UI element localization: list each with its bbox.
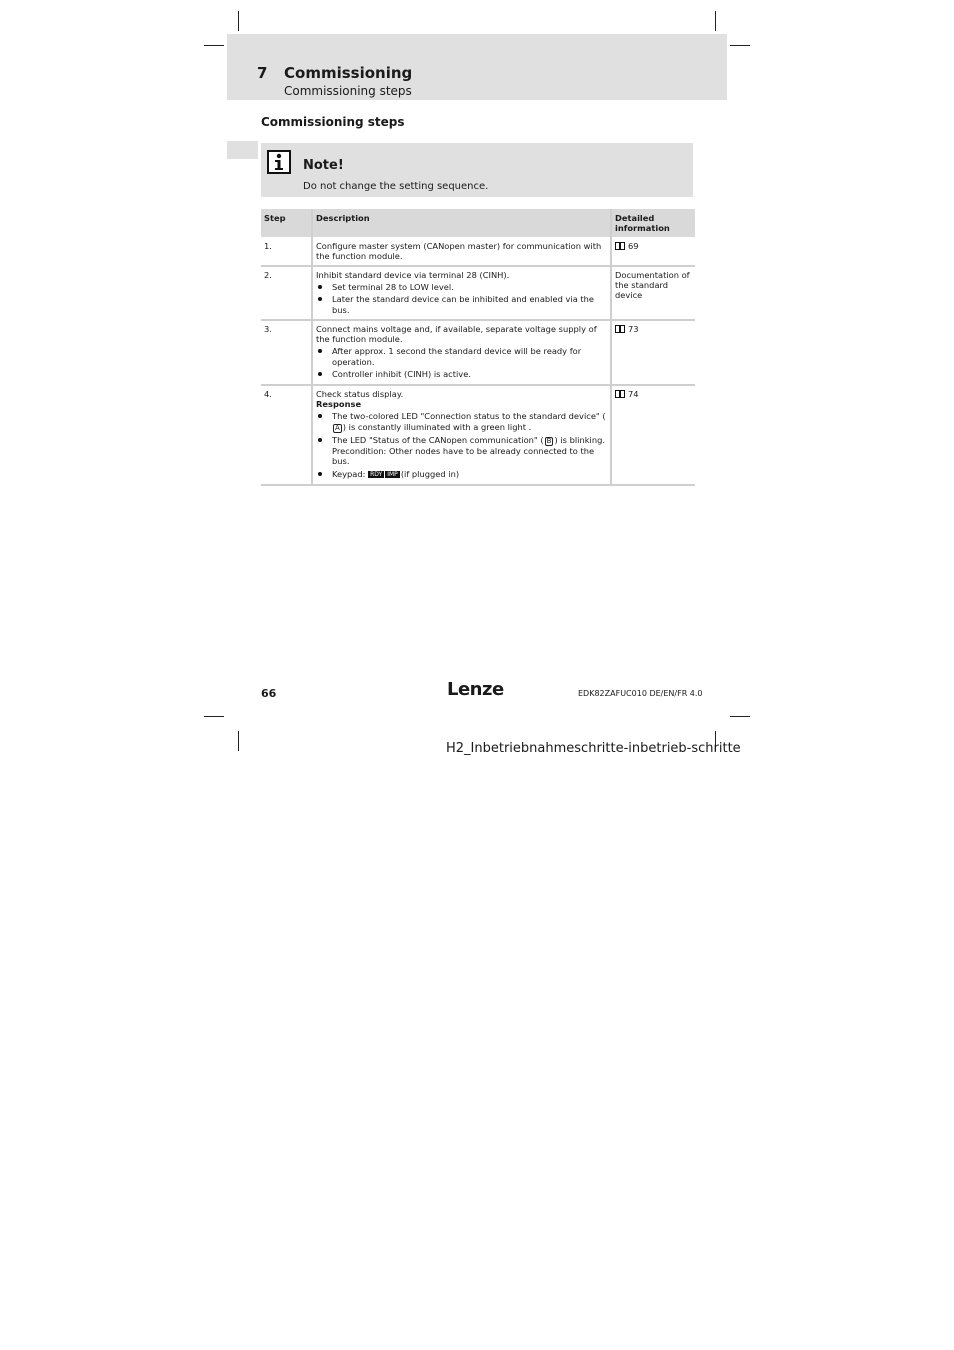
crop-mark — [730, 45, 750, 46]
step-description: Connect mains voltage and, if available, separate voltage supply of the function module. After approx. 1 second the standard device will be ready for operation. Controller inhibit (CINH) is active. — [312, 320, 611, 385]
chapter-title: Commissioning — [284, 64, 413, 82]
page-reference[interactable]: 73 — [611, 320, 695, 385]
bullet-list — [316, 282, 607, 315]
side-tab-marker — [227, 141, 258, 159]
step-number: 4. — [264, 388, 272, 399]
header-detailed-information: Detailed information — [611, 209, 695, 238]
crop-mark — [715, 11, 716, 31]
note-title: Note! — [303, 158, 344, 173]
step-description: Check status display. Response The two-colored LED "Connection status to the standard device" (A ) is constantly illuminated with a green light . The LED "Status of the CANopen communication" ( B ) is blinking. Precondition: Other nodes have to be already connected to the bus. Keypad: RDY IMP (if plugged in) — [312, 385, 611, 485]
step-description: Configure master system (CANopen master) for communication with the function module. — [312, 238, 611, 266]
detailed-information-text: Documentation of the standard device — [611, 266, 695, 320]
step-description: Inhibit standard device via terminal 28 (CINH). Set terminal 28 to LOW level. Later the standard device can be inhibited and enabled via the bus. — [312, 266, 611, 320]
chapter-number: 7 — [257, 64, 268, 82]
led-marker-b: B — [546, 436, 552, 445]
table-row — [261, 320, 695, 385]
crop-mark — [204, 45, 224, 46]
book-icon — [615, 325, 625, 335]
page-reference[interactable]: 74 — [611, 385, 695, 485]
section-heading: Commissioning steps — [261, 115, 405, 129]
header-step: Step — [261, 209, 312, 238]
note-text: Do not change the setting sequence. — [303, 181, 489, 192]
document-code: EDK82ZAFUC010 DE/EN/FR 4.0 — [578, 689, 703, 698]
keypad-imp-indicator: IMP — [387, 470, 398, 478]
table-header-row — [261, 209, 695, 238]
crop-mark — [730, 716, 750, 717]
step-number: 2. — [264, 269, 272, 280]
list-item: Later the standard device can be inhibited and enabled via the bus. — [316, 294, 607, 315]
commissioning-steps-table — [261, 209, 695, 486]
chapter-subtitle: Commissioning steps — [284, 84, 412, 98]
page-reference[interactable]: 69 — [611, 238, 695, 266]
list-item: After approx. 1 second the standard device will be ready for operation. — [316, 346, 607, 367]
table-row — [261, 266, 695, 320]
keypad-rdy-indicator: RDY — [370, 470, 383, 478]
response-label: Response — [316, 398, 362, 409]
step-number: 1. — [264, 241, 272, 251]
crop-mark — [238, 11, 239, 31]
table-row — [261, 385, 695, 485]
table-row — [261, 238, 695, 266]
book-icon — [615, 390, 625, 400]
brand-logo: Lenze — [447, 679, 504, 700]
list-item: Keypad: RDY IMP (if plugged in) — [316, 469, 607, 479]
book-icon — [615, 242, 625, 252]
step-number: 3. — [264, 323, 272, 334]
crop-mark — [204, 716, 224, 717]
page-number: 66 — [261, 687, 277, 700]
bullet-list — [316, 411, 607, 479]
crop-mark — [238, 731, 239, 751]
list-item: The two-colored LED "Connection status to the standard device" (A ) is constantly illuminated with a green light . — [316, 411, 607, 432]
list-item: Set terminal 28 to LOW level. — [316, 282, 607, 292]
led-marker-a: A — [335, 423, 340, 432]
list-item: Controller inhibit (CINH) is active. — [316, 369, 607, 379]
info-icon — [267, 150, 291, 174]
header-description: Description — [312, 209, 611, 238]
bullet-list — [316, 346, 607, 379]
file-label: H2_Inbetriebnahmeschritte-inbetrieb-schritte — [446, 741, 741, 756]
list-item: The LED "Status of the CANopen communication" ( B ) is blinking. Precondition: Other nodes have to be already connected to the bus. — [316, 435, 607, 467]
